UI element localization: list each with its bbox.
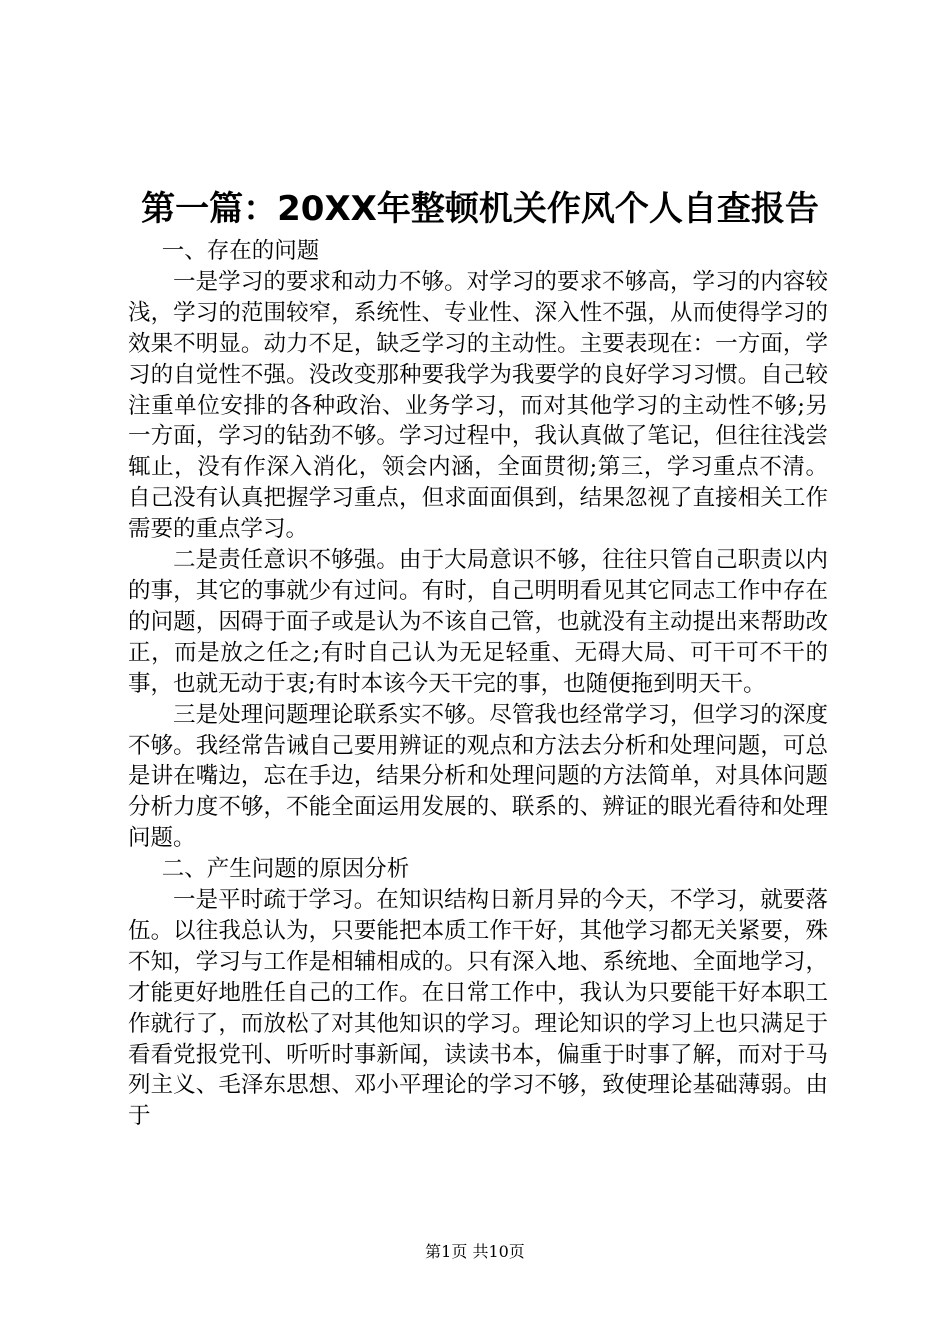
- paragraph: 二是责任意识不够强。由于大局意识不够，往往只管自己职责以内的事，其它的事就少有过问。有时，自己明明看见其它同志工作中存在的问题，因碍于面子或是认为不该自己管，也就没有主动提出来帮助改正，而是放之任之;有时自己认为无足轻重、无碍大局、可干可不干的事，也就无动于衷;有时本该今天干完的事，也随便拖到明天干。: [128, 547, 828, 697]
- document-title: 第一篇：20XX年整顿机关作风个人自查报告: [141, 189, 819, 229]
- section-heading: 一、存在的问题: [161, 238, 320, 264]
- page-footer: 第1页 共10页: [425, 1242, 525, 1261]
- paragraph: 一是平时疏于学习。在知识结构日新月异的今天，不学习，就要落伍。以往我总认为，只要能把本质工作干好，其他学习都无关紧要，殊不知，学习与工作是相辅相成的。只有深入地、系统地、全面地学习，才能更好地胜任自己的工作。在日常工作中，我认为只要能干好本职工作就行了，而放松了对其他知识的学习。理论知识的学习上也只满足于看看党报党刊、听听时事新闻，读读书本，偏重于时事了解，而对于马列主义、毛泽东思想、邓小平理论的学习不够，致使理论基础薄弱。由于: [128, 887, 828, 1130]
- paragraph: 三是处理问题理论联系实不够。尽管我也经常学习，但学习的深度不够。我经常告诫自己要用辨证的观点和方法去分析和处理问题，可总是讲在嘴边，忘在手边，结果分析和处理问题的方法简单，对具体问题分析力度不够，不能全面运用发展的、联系的、辨证的眼光看待和处理问题。: [128, 701, 828, 852]
- paragraph: 一是学习的要求和动力不够。对学习的要求不够高，学习的内容较浅，学习的范围较窄，系统性、专业性、深入性不强，从而使得学习的效果不明显。动力不足，缺乏学习的主动性。主要表现在：一方面，学习的自觉性不强。没改变那种要我学为我要学的良好学习习惯。自己较注重单位安排的各种政治、业务学习，而对其他学习的主动性不够;另一方面，学习的钻劲不够。学习过程中，我认真做了笔记，但往往浅尝辄止，没有作深入消化，领会内涵，全面贯彻;第三，学习重点不清。自己没有认真把握学习重点，但求面面俱到，结果忽视了直接相关工作需要的重点学习。: [128, 268, 828, 543]
- document-body: [128, 236, 828, 1132]
- section-heading: 二、产生问题的原因分析: [161, 856, 410, 883]
